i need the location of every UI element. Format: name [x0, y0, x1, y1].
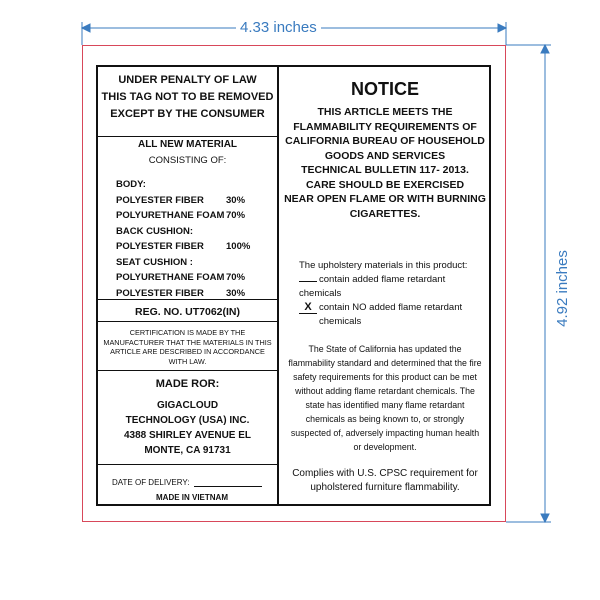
materials-header: ALL NEW MATERIAL — [137, 139, 238, 150]
option-added: contain added flame retardant chemicals — [299, 274, 446, 299]
notice-body: THIS ARTICLE MEETS THE FLAMMABILITY REQUIREMENTS OF CALIFORNIA BUREAU OF HOUSEHOLD GOODS AND SERVICES TECHNICAL BULLETIN 117- 2013. CARE SHOULD BE EXERCISED NEAR OPEN FLAME OR WITH BURNING CIGARETTES. — [284, 106, 486, 220]
certification-text: CERTIFICATION IS MADE BY THE MANUFACTURER THAT THE MATERIALS IN THIS ARTICLE ARE DESCRIBED IN ACCORDANCE WITH LAW. — [98, 323, 277, 371]
state-statement: The State of California has updated the flammability standard and determined that the fire safety requirements for this product can be met without adding flame retardant chemicals. The state has identified many flame retardant chemicals as being known to, or strongly suspected of, adversely impacting human health or development. — [288, 344, 482, 452]
manufacturer-line: GIGACLOUD — [156, 400, 219, 411]
material-row: POLYURETHANE FOAM 70% — [116, 210, 246, 221]
penalty-line: THIS TAG NOT TO BE REMOVED — [101, 91, 274, 103]
section-label: BACK CUSHION: — [116, 225, 194, 237]
materials-subheader: CONSISTING OF: — [148, 154, 227, 166]
penalty-line: EXCEPT BY THE CONSUMER — [110, 108, 265, 120]
manufacturer-title: MADE ROR: — [155, 378, 220, 390]
upholstery-section — [299, 259, 489, 329]
materials-section — [98, 137, 277, 300]
delivery-date-line — [194, 486, 262, 487]
penalty-section — [98, 67, 277, 137]
manufacturer-line: TECHNOLOGY (USA) INC. — [125, 415, 250, 426]
delivery-label: DATE OF DELIVERY: — [112, 478, 190, 487]
option-added-blank — [299, 281, 317, 282]
material-row: POLYURETHANE FOAM 70% — [116, 272, 246, 283]
material-row: POLYESTER FIBER 30% — [116, 194, 246, 206]
height-dimension-label: 4.92 inches — [554, 246, 571, 331]
law-tag — [96, 65, 491, 506]
delivery-section — [98, 469, 277, 505]
section-label: BODY: — [116, 179, 146, 190]
compliance-text: Complies with U.S. CPSC requirement for upholstered furniture flammability. — [292, 468, 478, 493]
notice-panel — [281, 67, 489, 504]
reg-number: REG. NO. UT7062(IN) — [98, 302, 277, 322]
manufacturer-line: 4388 SHIRLEY AVENUE EL — [123, 430, 252, 441]
material-row: POLYESTER FIBER 30% — [116, 287, 246, 299]
material-row: POLYESTER FIBER 100% — [116, 241, 251, 252]
option-none: X contain NO added flame retardant — [299, 301, 489, 315]
section-label: SEAT CUSHION : — [116, 256, 193, 268]
manufacturer-line: MONTE, CA 91731 — [144, 445, 231, 456]
option-none-mark: X — [299, 302, 317, 314]
width-dimension-label: 4.33 inches — [236, 19, 321, 36]
penalty-line: UNDER PENALTY OF LAW — [118, 74, 257, 86]
origin-text: MADE IN VIETNAM — [156, 493, 228, 502]
left-panel — [98, 67, 279, 504]
notice-title: NOTICE — [350, 79, 419, 99]
option-none-cont: chemicals — [319, 316, 362, 327]
upholstery-intro: The upholstery materials in this product: — [299, 260, 468, 271]
manufacturer-section — [98, 373, 277, 465]
